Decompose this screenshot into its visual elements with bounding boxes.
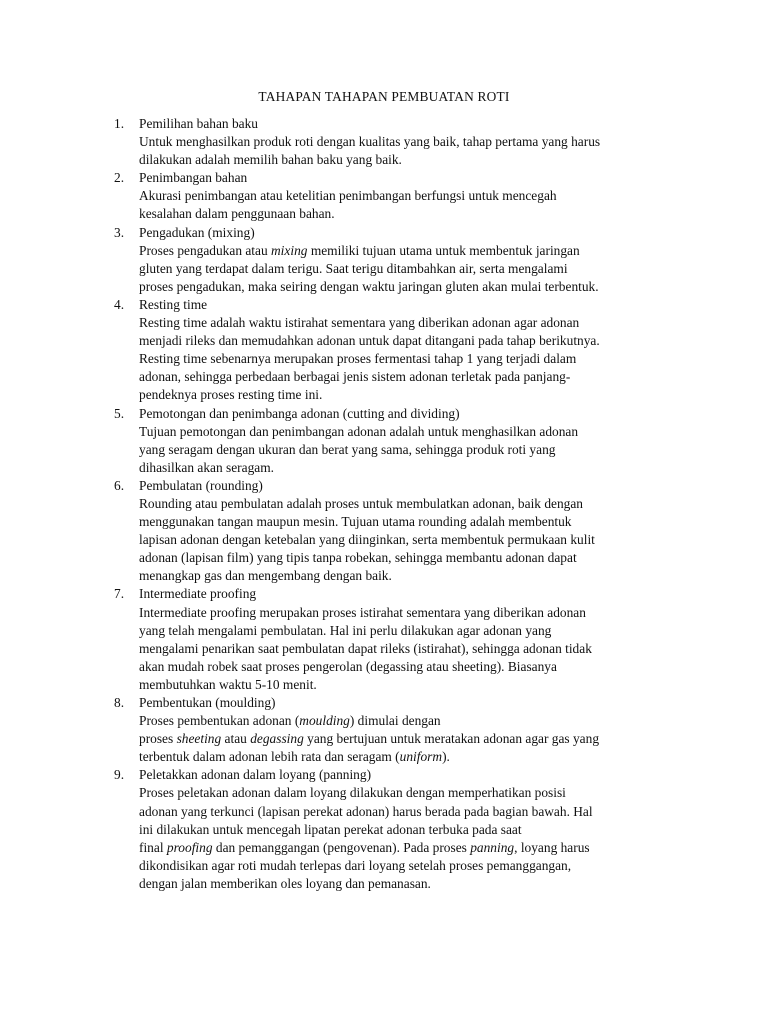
text-run: yang seragam dengan ukuran dan berat yang sama, sehingga produk roti yang — [139, 441, 556, 457]
text-run: dengan jalan memberikan oles loyang dan pemanasan. — [139, 875, 431, 891]
text-run: menjadi rileks dan memudahkan adonan untuk dapat ditangani pada tahap berikutnya. — [139, 333, 600, 349]
step-number: 9. — [114, 767, 125, 783]
step-title: Pengadukan (mixing) — [139, 224, 255, 240]
step-title: Pembentukan (moulding) — [139, 695, 276, 710]
description-line — [139, 676, 679, 694]
description-line — [139, 187, 679, 205]
description-line — [139, 205, 679, 223]
description-line — [139, 459, 679, 477]
description-line — [139, 730, 679, 748]
step-description — [139, 784, 679, 893]
step-title: Pemilihan bahan baku — [139, 116, 258, 131]
step-number: 5. — [114, 405, 125, 421]
description-line — [139, 242, 679, 260]
description-line — [139, 567, 679, 585]
text-run: dihasilkan akan seragam. — [139, 459, 274, 475]
description-line — [139, 604, 679, 622]
text-run: dan pemanggangan (pengovenan). Pada proses — [212, 839, 471, 855]
step-number: 3. — [114, 224, 125, 240]
text-run: yang telah mengalami pembulatan. Hal ini perlu dilakukan agar adonan yang — [139, 622, 552, 638]
description-line — [139, 803, 679, 821]
description-line — [139, 821, 679, 839]
step-number: 8. — [114, 695, 125, 710]
description-line — [139, 332, 679, 350]
text-run: yang bertujuan untuk meratakan adonan agar gas yang — [303, 731, 600, 747]
description-line — [139, 549, 679, 567]
description-line — [139, 784, 679, 802]
step-item — [0, 477, 768, 586]
step-number: 2. — [114, 170, 125, 186]
italic-term: moulding — [299, 713, 350, 729]
description-line — [139, 350, 679, 368]
text-run: , loyang harus — [514, 839, 590, 855]
text-run: ini dilakukan untuk mencegah lipatan perekat adonan terbuka pada saat — [139, 821, 522, 837]
text-run: dilakukan adalah memilih bahan baku yang baik. — [139, 152, 402, 168]
italic-term: proofing — [166, 839, 213, 855]
step-description — [139, 712, 679, 766]
text-run: final — [139, 839, 167, 855]
text-run: gluten yang terdapat dalam terigu. Saat terigu ditambahkan air, serta mengalami — [139, 260, 568, 276]
text-run: menggunakan tangan maupun mesin. Tujuan utama rounding adalah membentuk — [139, 514, 572, 530]
text-run: Intermediate proofing merupakan proses istirahat sementara yang diberikan adonan — [139, 604, 586, 620]
text-run: Resting time sebenarnya merupakan proses fermentasi tahap 1 yang terjadi dalam — [139, 351, 577, 367]
text-run: kesalahan dalam penggunaan bahan. — [139, 206, 335, 222]
description-line — [139, 531, 679, 549]
step-description — [139, 242, 679, 296]
text-run: adonan, sehingga perbedaan berbagai jenis sistem adonan terletak pada panjang- — [139, 369, 571, 385]
description-line — [139, 658, 679, 676]
description-line — [139, 386, 679, 404]
italic-term: degassing — [250, 731, 304, 747]
description-line — [139, 622, 679, 640]
text-run: Proses pengadukan atau — [139, 242, 272, 258]
description-line — [139, 151, 679, 169]
step-number: 6. — [114, 477, 125, 493]
description-line — [139, 513, 679, 531]
description-line — [139, 748, 679, 766]
text-run: Akurasi penimbangan atau ketelitian penimbangan berfungsi untuk mencegah — [139, 188, 557, 204]
step-item — [0, 405, 768, 477]
description-line — [139, 441, 679, 459]
text-run: adonan (lapisan film) yang tipis tanpa robekan, sehingga membantu adonan dapat — [139, 550, 577, 566]
text-run: membutuhkan waktu 5-10 menit. — [139, 676, 317, 692]
step-title: Intermediate proofing — [139, 586, 257, 602]
document-title: TAHAPAN TAHAPAN PEMBUATAN ROTI — [258, 89, 510, 104]
italic-term: sheeting — [176, 731, 222, 747]
steps-list — [0, 115, 768, 893]
step-title: Pembulatan (rounding) — [139, 477, 263, 493]
text-run: ) dimulai dengan — [349, 713, 441, 729]
description-line — [139, 133, 679, 151]
text-run: proses — [139, 731, 177, 747]
italic-term: uniform — [399, 749, 443, 765]
step-description — [139, 133, 679, 169]
text-run: lapisan adonan dengan ketebalan yang diinginkan, serta membentuk permukaan kulit — [139, 532, 595, 548]
step-item — [0, 694, 768, 766]
text-run: atau — [221, 731, 251, 747]
description-line — [139, 640, 679, 658]
step-item — [0, 169, 768, 223]
text-run: dikondisikan agar roti mudah terlepas dari loyang setelah proses pemanggangan, — [139, 857, 572, 873]
step-title: Peletakkan adonan dalam loyang (panning) — [139, 767, 372, 783]
step-description — [139, 604, 679, 694]
description-line — [139, 260, 679, 278]
step-description — [139, 187, 679, 223]
description-line — [139, 368, 679, 386]
step-number: 4. — [114, 296, 125, 312]
italic-term: mixing — [271, 242, 308, 258]
italic-term: panning — [470, 839, 515, 855]
step-number: 7. — [114, 586, 125, 602]
text-run: Untuk menghasilkan produk roti dengan kualitas yang baik, tahap pertama yang harus — [139, 134, 601, 150]
step-title: Resting time — [139, 296, 208, 312]
text-run: Tujuan pemotongan dan penimbangan adonan adalah untuk menghasilkan adonan — [139, 423, 579, 439]
step-description — [139, 314, 679, 404]
text-run: terbentuk dalam adonan lebih rata dan seragam ( — [139, 749, 400, 765]
text-run: memiliki tujuan utama untuk membentuk jaringan — [307, 242, 580, 258]
step-item — [0, 224, 768, 296]
description-line — [139, 712, 679, 730]
step-title: Penimbangan bahan — [139, 170, 248, 186]
step-number: 1. — [114, 116, 125, 131]
description-line — [139, 278, 679, 296]
text-run: pendeknya proses resting time ini. — [139, 387, 323, 403]
description-line — [139, 423, 679, 441]
step-item — [0, 766, 768, 893]
description-line — [139, 495, 679, 513]
text-run: akan mudah robek saat proses pengerolan (degassing atau sheeting). Biasanya — [139, 658, 557, 674]
text-run: Proses peletakan adonan dalam loyang dilakukan dengan memperhatikan posisi — [139, 785, 566, 801]
step-item — [0, 115, 768, 169]
text-run: proses pengadukan, maka seiring dengan waktu jaringan gluten akan mulai terbentuk. — [139, 278, 599, 294]
description-line — [139, 839, 679, 857]
step-item — [0, 585, 768, 694]
step-title: Pemotongan dan penimbanga adonan (cutting and dividing) — [139, 405, 460, 421]
step-description — [139, 495, 679, 585]
step-item — [0, 296, 768, 405]
text-run: adonan yang terkunci (lapisan perekat adonan) harus berada pada bagian bawah. Hal — [139, 803, 593, 819]
description-line — [139, 875, 679, 893]
text-run: Rounding atau pembulatan adalah proses untuk membulatkan adonan, baik dengan — [139, 495, 584, 511]
text-run: menangkap gas dan mengembang dengan baik. — [139, 568, 392, 584]
text-run: Resting time adalah waktu istirahat sementara yang diberikan adonan agar adonan — [139, 315, 580, 331]
description-line — [139, 857, 679, 875]
text-run: ). — [442, 749, 450, 765]
description-line — [139, 314, 679, 332]
text-run: mengalami penarikan saat pembulatan dapat rileks (istirahat), sehingga adonan tidak — [139, 640, 592, 656]
text-run: Proses pembentukan adonan ( — [139, 713, 300, 729]
step-description — [139, 423, 679, 477]
